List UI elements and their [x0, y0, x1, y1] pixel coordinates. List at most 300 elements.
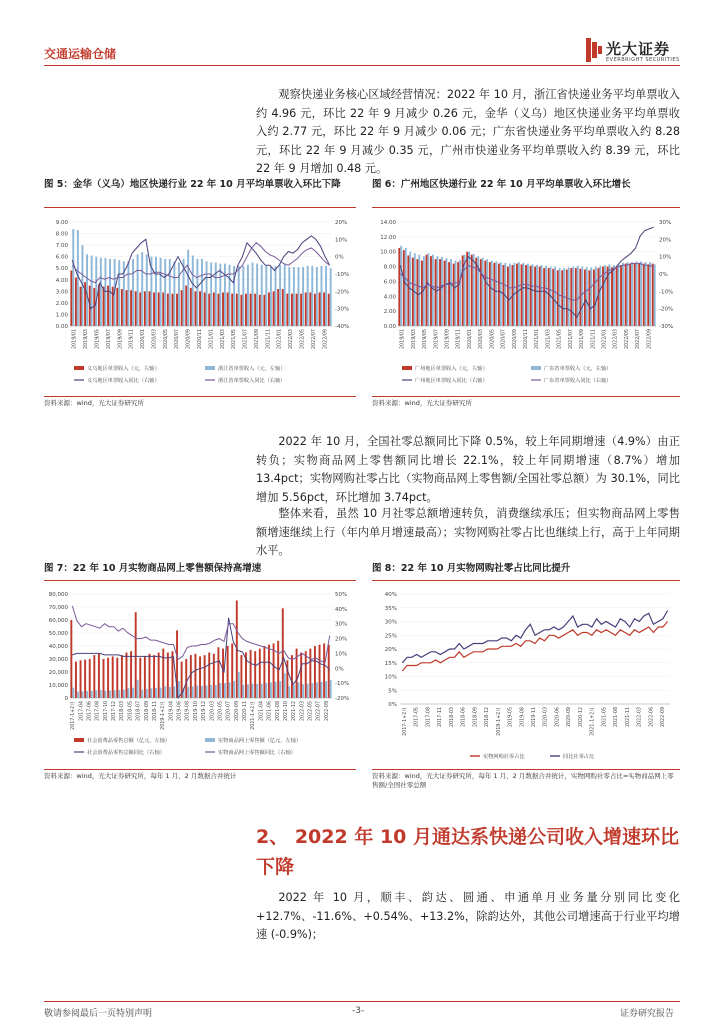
left-tick-label: 0.00 — [55, 324, 68, 330]
bar-primary — [328, 294, 330, 326]
bar-primary — [194, 291, 196, 326]
x-tick-label: 2019/11 — [456, 329, 462, 349]
x-tick-label: 2019-04 — [169, 701, 175, 722]
x-tick-label: 2019/01 — [72, 329, 78, 349]
bar-secondary — [72, 688, 74, 698]
bar-secondary — [224, 683, 226, 698]
legend-swatch — [402, 366, 412, 370]
bar-primary — [291, 655, 293, 698]
x-tick-label: 2020/09 — [186, 329, 192, 349]
bar-secondary — [178, 262, 180, 326]
bar-secondary — [622, 263, 624, 326]
bar-secondary — [261, 684, 263, 698]
bar-secondary — [288, 267, 290, 326]
bar-primary — [457, 262, 459, 326]
bar-primary — [309, 292, 311, 326]
bar-primary — [296, 294, 298, 326]
bar-primary — [584, 270, 586, 326]
right-tick-label: 40% — [335, 606, 348, 613]
legend-label: 浙江省单票收入（元，左轴） — [218, 366, 286, 372]
x-tick-label: 2021-1+2月 — [251, 701, 257, 730]
bar-secondary — [118, 260, 120, 326]
bar-primary — [176, 294, 178, 326]
bar-primary — [139, 292, 141, 326]
bar-secondary — [316, 267, 318, 326]
bar-secondary — [104, 691, 106, 698]
bar-secondary — [627, 262, 629, 326]
series-line-1 — [402, 622, 667, 672]
bar-primary — [126, 653, 128, 699]
x-tick-label: 2022/07 — [311, 329, 317, 349]
bar-primary — [98, 654, 100, 698]
bar-secondary — [95, 690, 97, 698]
bar-secondary — [545, 266, 547, 326]
bar-primary — [240, 295, 242, 326]
bar-secondary — [146, 689, 148, 698]
bar-primary — [421, 261, 423, 326]
logo-mark-icon — [586, 38, 602, 62]
x-tick-label: 2021-11 — [625, 707, 631, 728]
footer-divider — [44, 1001, 680, 1002]
bar-secondary — [123, 690, 125, 698]
x-tick-label: 2018-09 — [473, 707, 479, 728]
bar-secondary — [77, 692, 79, 699]
bar-secondary — [298, 682, 300, 698]
bar-primary — [507, 267, 509, 326]
x-tick-label: 2019/03 — [411, 329, 417, 349]
figure-8-rule-bottom — [372, 769, 680, 770]
bar-secondary — [559, 268, 561, 326]
y-tick-label: 20% — [384, 647, 397, 653]
x-tick-label: 2017-08 — [95, 701, 101, 722]
bar-primary — [403, 250, 405, 326]
bar-primary — [561, 270, 563, 326]
y-tick-label: 5% — [388, 688, 397, 695]
bar-primary — [430, 256, 432, 326]
left-tick-label: 70,000 — [48, 605, 68, 611]
right-tick-label: 0% — [659, 272, 668, 278]
left-tick-label: 6.00 — [383, 279, 396, 286]
x-tick-label: 2019/05 — [423, 329, 429, 349]
x-tick-label: 2018-09 — [144, 701, 150, 722]
bar-secondary — [265, 683, 267, 698]
bar-secondary — [210, 685, 212, 698]
x-tick-label: 2021/11 — [591, 329, 597, 349]
x-tick-label: 2017-1+2月 — [71, 701, 77, 730]
bar-primary — [158, 292, 160, 326]
bar-secondary — [187, 687, 189, 698]
bar-primary — [121, 655, 123, 698]
bar-primary — [162, 649, 164, 698]
bar-secondary — [631, 262, 633, 326]
bar-primary — [611, 267, 613, 326]
x-tick-label: 2019/09 — [118, 329, 124, 349]
legend-swatch — [205, 738, 215, 742]
bar-secondary — [137, 680, 139, 698]
bar-secondary — [613, 265, 615, 326]
bar-secondary — [187, 250, 189, 326]
bar-primary — [149, 654, 151, 698]
bar-secondary — [400, 246, 402, 326]
bar-secondary — [86, 254, 88, 326]
bar-secondary — [242, 685, 244, 698]
left-tick-label: 7.00 — [55, 243, 68, 250]
header-divider — [44, 65, 680, 66]
page-number: -3- — [352, 1006, 365, 1016]
bar-secondary — [146, 254, 148, 326]
x-tick-label: 2020-03 — [210, 701, 216, 722]
right-tick-label: -30% — [659, 324, 674, 330]
bar-secondary — [81, 691, 83, 698]
x-tick-label: 2019-12 — [202, 701, 208, 722]
bar-primary — [426, 255, 428, 326]
bar-primary — [80, 660, 82, 698]
legend-label: 实物商品网上零售额同比（右轴） — [218, 750, 296, 756]
bar-secondary — [141, 690, 143, 698]
bar-secondary — [196, 259, 198, 326]
right-tick-label: 30% — [335, 621, 348, 628]
paragraph-volume-growth: 2022 年 10 月，顺丰、韵达、圆通、申通单月业务量分别同比变化+12.7%、-11.6%、+0.54%、+13.2%，除韵达外，其他公司增速高于行业平均增速 (-0.9%)； — [256, 891, 680, 941]
left-tick-label: 6.00 — [55, 254, 68, 261]
bar-primary — [194, 654, 196, 698]
bar-secondary — [500, 262, 502, 326]
bar-primary — [250, 650, 252, 698]
bar-secondary — [137, 254, 139, 326]
bar-secondary — [293, 685, 295, 698]
bar-primary — [521, 264, 523, 326]
bar-primary — [416, 259, 418, 326]
left-tick-label: 2.00 — [383, 309, 396, 316]
right-tick-label: -20% — [335, 289, 350, 296]
bar-secondary — [645, 262, 647, 326]
bar-secondary — [432, 255, 434, 326]
bar-secondary — [414, 253, 416, 326]
legend-swatch — [74, 738, 84, 742]
bar-primary — [250, 294, 252, 326]
x-tick-label: 2019-08 — [185, 701, 191, 722]
x-tick-label: 2019/09 — [445, 329, 451, 349]
bar-primary — [629, 264, 631, 326]
bar-secondary — [155, 257, 157, 326]
bar-primary — [493, 263, 495, 326]
bar-primary — [204, 292, 206, 326]
x-tick-label: 2022-07 — [316, 701, 322, 722]
bar-primary — [647, 264, 649, 326]
bar-primary — [259, 295, 261, 326]
bar-secondary — [288, 686, 290, 698]
bar-secondary — [468, 252, 470, 326]
bar-primary — [231, 294, 233, 326]
left-tick-label: 9.00 — [55, 220, 68, 226]
bar-primary — [153, 655, 155, 698]
bar-primary — [217, 647, 219, 698]
x-tick-label: 2022/07 — [636, 329, 642, 349]
left-tick-label: 40,000 — [48, 644, 68, 650]
legend-label: 社会消费品零售总额（亿元，左轴） — [87, 738, 171, 744]
bar-primary — [254, 294, 256, 326]
left-tick-label: 0 — [64, 696, 68, 702]
x-tick-label: 2017-05 — [414, 707, 420, 728]
bar-primary — [539, 267, 541, 326]
x-tick-label: 2020/03 — [479, 329, 485, 349]
bar-primary — [534, 267, 536, 326]
bar-primary — [181, 290, 183, 326]
bar-primary — [204, 655, 206, 698]
right-tick-label: 30% — [659, 220, 672, 226]
right-tick-label: -30% — [335, 306, 350, 313]
left-tick-label: 60,000 — [48, 618, 68, 624]
x-tick-label: 2020/03 — [152, 329, 158, 349]
x-tick-label: 2018-06 — [461, 707, 467, 728]
bar-secondary — [100, 258, 102, 326]
bar-secondary — [284, 264, 286, 326]
bar-primary — [319, 292, 321, 326]
bar-secondary — [311, 266, 313, 326]
bar-primary — [263, 646, 265, 698]
x-tick-label: 2020-07 — [226, 701, 232, 722]
x-tick-label: 2019/01 — [400, 329, 406, 349]
logo-text-en: EVERBRIGHT SECURITIES — [606, 57, 680, 63]
bar-primary — [652, 264, 654, 326]
x-tick-label: 2017-11 — [438, 707, 444, 728]
bar-secondary — [132, 259, 134, 326]
bar-primary — [103, 287, 105, 326]
x-tick-label: 2019-10 — [193, 701, 199, 722]
bar-secondary — [219, 683, 221, 698]
x-tick-label: 2021/11 — [266, 329, 272, 349]
figure-7-chart — [44, 586, 356, 766]
bar-primary — [254, 651, 256, 698]
bar-secondary — [141, 252, 143, 326]
legend-label: 广州地区单票收入同比（右轴） — [415, 378, 488, 384]
figure-7-title: 图 7：22 年 10 月实物商品网上零售额保持高增速 — [44, 563, 262, 574]
x-tick-label: 2020-06 — [555, 707, 561, 728]
bar-primary — [213, 654, 215, 698]
bar-secondary — [321, 682, 323, 698]
right-tick-label: 20% — [659, 237, 672, 244]
y-tick-label: 40% — [384, 592, 397, 598]
x-tick-label: 2022/05 — [624, 329, 630, 349]
bar-primary — [543, 268, 545, 326]
bar-primary — [305, 651, 307, 698]
bar-primary — [112, 656, 114, 698]
bar-secondary — [640, 261, 642, 326]
bar-primary — [484, 261, 486, 326]
footer-disclaimer-link[interactable]: 敬请参阅最后一页特别声明 — [44, 1009, 153, 1019]
bar-secondary — [238, 266, 240, 326]
bar-secondary — [455, 261, 457, 326]
paragraph-regional-revenue: 观察快递业务核心区域经营情况：2022 年 10 月，浙江省快递业务平均单票收入约 4.96 元，环比 22 年 9 月减少 0.26 元，金华（义乌）地区快递业务平均单票收入约 2.77 元，环比 22 年 9 月减少 0.06 元；广东省快递业务平均单票收入约 8.28 元，环比 22 年 9 月减少 0.35 元，广州市快递业务平均单票收入约 8.39 元，环比 22 年 9 月增加 0.48 元。 — [256, 88, 680, 175]
bar-secondary — [649, 262, 651, 326]
bar-primary — [439, 259, 441, 326]
figure-5-svg — [44, 214, 356, 394]
right-tick-label: 50% — [335, 592, 348, 598]
bar-primary — [144, 291, 146, 326]
figure-8-source: 资料来源：wind，光大证券研究所，每年 1 月、2 月数据合并统计，实物网购社零占比=实物商品网上零售额/全国社零总额 — [372, 772, 674, 789]
bar-secondary — [298, 267, 300, 326]
bar-secondary — [201, 259, 203, 326]
right-tick-label: 20% — [335, 636, 348, 643]
bar-primary — [158, 653, 160, 699]
bar-secondary — [219, 264, 221, 326]
left-tick-label: 12.00 — [380, 234, 396, 241]
figure-6-source: 资料来源：wind，光大证券研究所 — [372, 399, 472, 407]
x-tick-label: 2020-05 — [218, 701, 224, 722]
bar-secondary — [252, 262, 254, 326]
bar-primary — [314, 646, 316, 698]
bar-secondary — [572, 267, 574, 326]
right-tick-label: -40% — [335, 324, 350, 330]
bar-secondary — [491, 261, 493, 326]
bar-secondary — [247, 684, 249, 698]
bar-secondary — [270, 682, 272, 698]
left-tick-label: 30,000 — [48, 657, 68, 663]
x-tick-label: 2020-09 — [567, 707, 573, 728]
x-tick-label: 2020-11 — [243, 701, 249, 722]
bar-secondary — [169, 259, 171, 326]
bar-secondary — [509, 264, 511, 326]
right-tick-label: 0% — [335, 666, 344, 673]
bar-primary — [116, 658, 118, 698]
bar-primary — [130, 651, 132, 698]
bar-secondary — [279, 265, 281, 326]
legend-label: 实物网购社零占比 — [483, 754, 525, 760]
x-tick-label: 2018-05 — [128, 701, 134, 722]
x-tick-label: 2021-12 — [292, 701, 298, 722]
bar-primary — [185, 286, 187, 326]
legend-label: 广州地区单票收入（元，左轴） — [415, 366, 488, 372]
bar-primary — [502, 265, 504, 326]
header-section-title: 交通运输仓储 — [44, 47, 117, 61]
x-tick-label: 2020/05 — [163, 329, 169, 349]
right-tick-label: -10% — [335, 272, 350, 278]
bar-primary — [70, 271, 72, 326]
bar-secondary — [522, 263, 524, 326]
bar-secondary — [302, 684, 304, 698]
bar-secondary — [275, 266, 277, 326]
bar-secondary — [275, 682, 277, 698]
bar-secondary — [541, 265, 543, 326]
bar-primary — [259, 649, 261, 698]
bar-primary — [217, 294, 219, 326]
legend-label: 广东省单票收入同比（右轴） — [544, 378, 612, 384]
bar-primary — [570, 268, 572, 326]
x-tick-label: 2018-12 — [485, 707, 491, 728]
right-tick-label: -10% — [659, 289, 674, 296]
figure-6-rule-bottom — [372, 396, 680, 397]
bar-secondary — [486, 259, 488, 326]
bar-secondary — [196, 686, 198, 698]
y-tick-label: 10% — [384, 674, 397, 681]
bar-primary — [222, 292, 224, 326]
bar-primary — [525, 265, 527, 326]
right-tick-label: -20% — [659, 306, 674, 313]
bar-primary — [236, 294, 238, 326]
bar-primary — [213, 292, 215, 326]
bar-primary — [548, 268, 550, 326]
x-tick-label: 2022/01 — [602, 329, 608, 349]
figure-5-rule — [44, 207, 356, 208]
x-tick-label: 2020/07 — [175, 329, 181, 349]
y-tick-label: 35% — [384, 605, 397, 612]
bar-primary — [300, 653, 302, 699]
figure-5-chart — [44, 214, 356, 394]
bar-primary — [625, 264, 627, 326]
left-tick-label: 1.00 — [55, 312, 68, 319]
footer-report-type: 证券研究报告 — [620, 1009, 675, 1019]
figure-8-svg — [372, 586, 680, 766]
bar-secondary — [132, 688, 134, 698]
bar-secondary — [252, 684, 254, 698]
bar-secondary — [256, 264, 258, 326]
x-tick-label: 2018-03 — [120, 701, 126, 722]
left-tick-label: 10.00 — [380, 249, 396, 256]
bar-secondary — [325, 681, 327, 698]
y-tick-label: 0% — [388, 702, 397, 708]
bar-primary — [435, 259, 437, 326]
x-tick-label: 2021-06 — [267, 701, 273, 722]
bar-primary — [135, 291, 137, 326]
bar-primary — [139, 658, 141, 698]
bar-secondary — [321, 266, 323, 326]
figure-6-svg — [372, 214, 680, 394]
bar-secondary — [330, 268, 332, 326]
bar-primary — [268, 292, 270, 326]
paragraph-summary: 整体来看，虽然 10 月社零总额增速转负，消费继续承压；但实物商品网上零售额增速继续上行（年内单月增速最高）；实物网购社零占比也继续上行，高于上年同期水平。 — [256, 507, 680, 557]
left-tick-label: 4.00 — [55, 277, 68, 284]
x-tick-label: 2019-08 — [520, 707, 526, 728]
x-tick-label: 2022-05 — [308, 701, 314, 722]
x-tick-label: 2019/07 — [434, 329, 440, 349]
bar-primary — [126, 290, 128, 326]
x-tick-label: 2017-08 — [426, 707, 432, 728]
bar-primary — [227, 646, 229, 698]
x-tick-label: 2022-06 — [649, 707, 655, 728]
x-tick-label: 2020/05 — [490, 329, 496, 349]
left-tick-label: 4.00 — [383, 294, 396, 301]
bar-secondary — [261, 265, 263, 326]
bar-primary — [70, 620, 72, 698]
bar-primary — [277, 289, 279, 326]
bar-primary — [199, 291, 201, 326]
bar-primary — [185, 659, 187, 698]
x-tick-label: 2021/07 — [243, 329, 249, 349]
bar-primary — [466, 252, 468, 326]
figure-7-rule-bottom — [44, 769, 356, 770]
bar-secondary — [233, 681, 235, 698]
bar-secondary — [238, 672, 240, 698]
bar-secondary — [229, 682, 231, 698]
x-tick-label: 2020/07 — [501, 329, 507, 349]
x-tick-label: 2021/01 — [209, 329, 215, 349]
x-tick-label: 2022/09 — [647, 329, 653, 349]
bar-secondary — [450, 259, 452, 326]
right-tick-label: -10% — [335, 681, 350, 688]
legend-label: 义乌地区单票收入（元，左轴） — [87, 366, 160, 372]
x-tick-label: 2021-04 — [259, 701, 265, 722]
bar-primary — [323, 292, 325, 326]
bar-secondary — [224, 264, 226, 326]
x-tick-label: 2022-09 — [324, 701, 330, 722]
bar-secondary — [160, 258, 162, 326]
bar-secondary — [210, 262, 212, 326]
bar-primary — [153, 292, 155, 326]
figure-7-source: 资料来源：wind，光大证券研究所，每年 1 月、2 月数据合并统计 — [44, 772, 237, 780]
left-tick-label: 10,000 — [48, 683, 68, 689]
figure-8-title: 图 8：22 年 10 月实物网购社零占比同比提升 — [372, 563, 571, 574]
x-tick-label: 2021/09 — [254, 329, 260, 349]
legend-swatch — [531, 366, 541, 370]
